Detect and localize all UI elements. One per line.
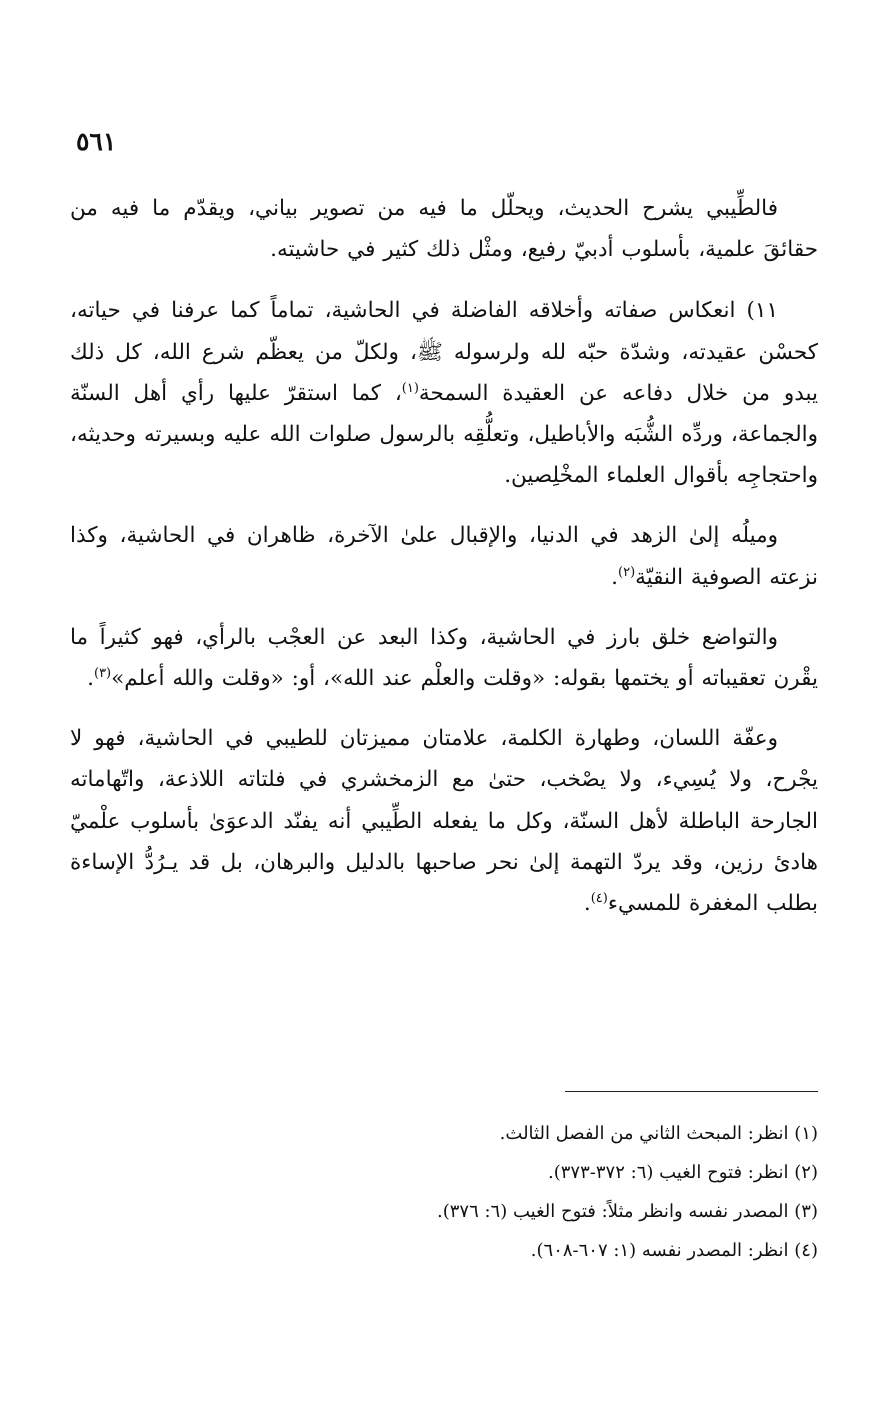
paragraph-3-text: وميلُه إلىٰ الزهد في الدنيا، والإقبال علىٰ الآخرة، ظاهران في الحاشية، وكذا نزعته الصوفية النقيّة bbox=[70, 523, 818, 590]
footnotes bbox=[200, 1114, 818, 1270]
footnote-ref-3[interactable]: (٣) bbox=[93, 665, 112, 681]
main-text bbox=[70, 188, 818, 943]
paragraph-5-text: وعفّة اللسان، وطهارة الكلمة، علامتان مميزتان للطيبي في الحاشية، فهو لا يجْرح، ولا يُسِيء، ولا يصْخب، حتىٰ مع الزمخشري في فلتاته اللاذعة، واتّهاماته الجارحة الباطلة لأهل السنّة، وكل ما يفعله الطِّيبي أنه يفنّد الدعوَىٰ بأسلوب علْميّ هادئ رزين، وقد يردّ التهمة إلىٰ نحر صاحبها بالدليل والبرهان، بل قد يـرُدُّ الإساءة بطلب المغفرة للمسيء bbox=[70, 726, 818, 917]
page-number: ٥٦١ bbox=[76, 127, 117, 156]
paragraph-1 bbox=[70, 188, 818, 270]
footnote-divider bbox=[565, 1091, 818, 1092]
paragraph-4-text: والتواضع خلق بارز في الحاشية، وكذا البعد عن العجْب بالرأي، فهو كثيراً ما يقْرن تعقيباته أو يختمها بقوله: «وقلت والعلْم عند الله»، أو: «وقلت والله أعلم» bbox=[70, 624, 818, 692]
paragraph-1-text: فالطِّيبي يشرح الحديث، ويحلّل ما فيه من تصوير بياني، ويقدّم ما فيه من حقائقَ علمية، بأسلوب أدبيّ رفيع، ومثْل ذلك كثير في حاشيته. bbox=[70, 196, 818, 263]
footnote-ref-1[interactable]: (١) bbox=[401, 380, 419, 396]
paragraph-2-text: ١١) انعكاس صفاته وأخلاقه الفاضلة في الحاشية، تماماً كما عرفنا في حياته، كحسْن عقيدته، وشدّة حبّه لله ولرسوله ﷺ، ولكلّ من يعظّم شرع الله، كل ذلك يبدو من خلال دفاعه عن العقيدة السمحة bbox=[70, 298, 818, 406]
footnote-2: (٢) انظر: فتوح الغيب (٦: ٣٧٢-٣٧٣). bbox=[548, 1162, 818, 1183]
paragraph-3-tail: . bbox=[611, 564, 619, 590]
paragraph-5-tail: . bbox=[583, 891, 591, 917]
paragraph-4 bbox=[70, 617, 818, 699]
footnote-1: (١) انظر: المبحث الثاني من الفصل الثالث. bbox=[499, 1123, 818, 1144]
paragraph-3 bbox=[70, 515, 818, 597]
paragraph-4-tail: . bbox=[87, 666, 94, 692]
footnote-3: (٣) المصدر نفسه وانظر مثلاً: فتوح الغيب (٦: ٣٧٦). bbox=[436, 1201, 818, 1222]
paragraph-2 bbox=[70, 290, 818, 496]
footnote-4: (٤) انظر: المصدر نفسه (١: ٦٠٧-٦٠٨). bbox=[530, 1240, 818, 1261]
paragraph-2-tail: ، كما استقرّ عليها رأي أهل السنّة والجماعة، وردِّه الشُّبَه والأباطيل، وتعلُّقِه بالرسول صلوات الله عليه وبسيرته وحديثه، واحتجاجِه بأقوال العلماء المخْلِصين. bbox=[70, 380, 818, 489]
footnote-ref-2[interactable]: (٢) bbox=[618, 564, 636, 580]
footnote-ref-4[interactable]: (٤) bbox=[590, 890, 608, 906]
paragraph-5 bbox=[70, 718, 818, 924]
